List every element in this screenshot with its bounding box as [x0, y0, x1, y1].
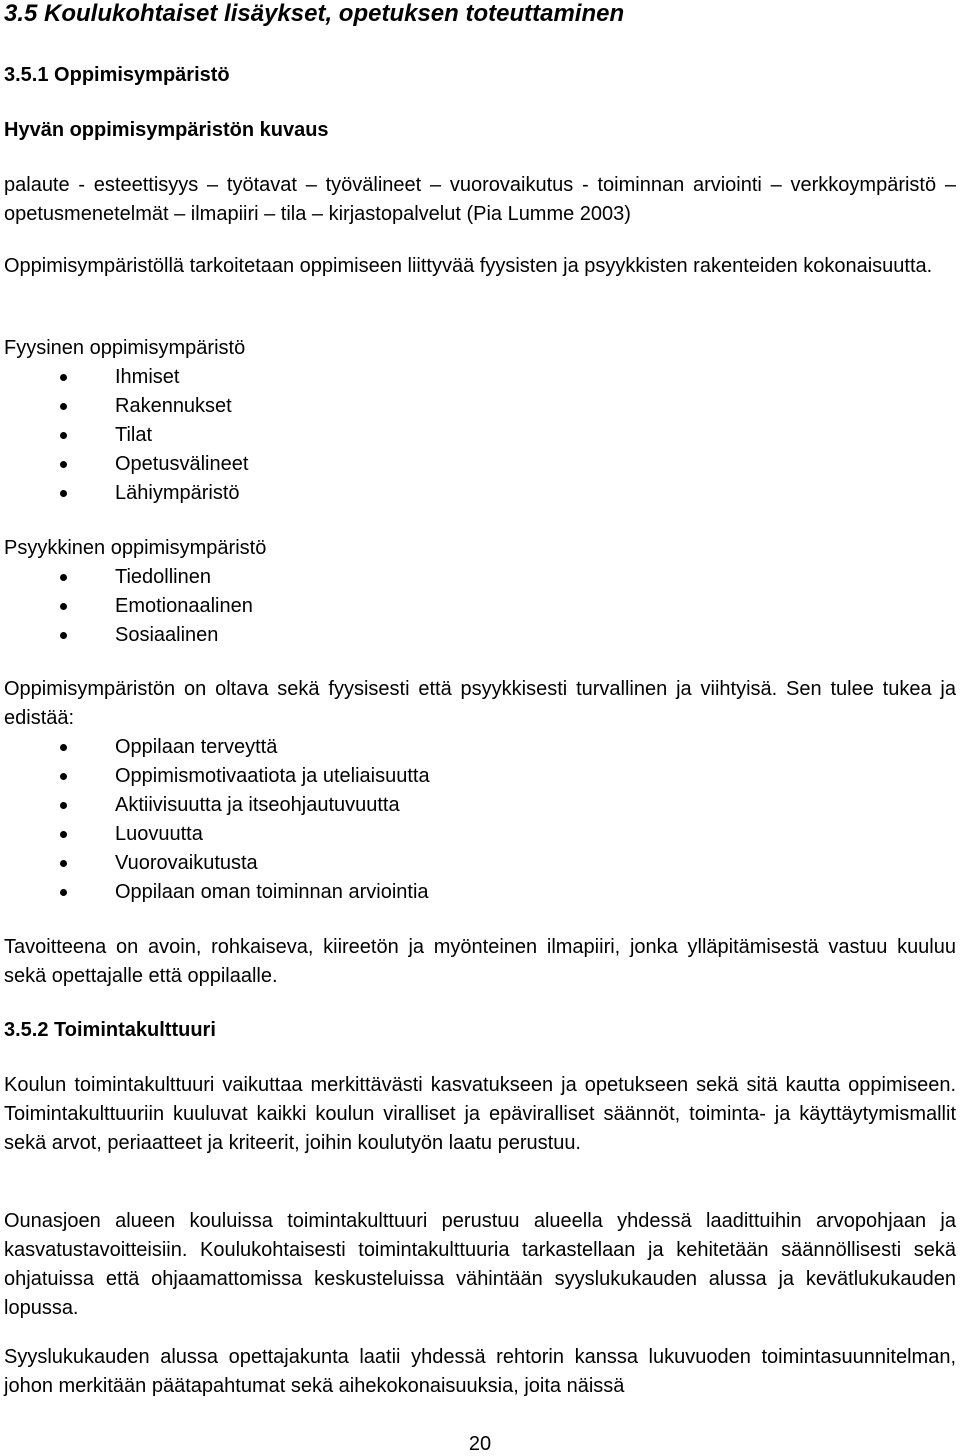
section-title: 3.5 Koulukohtaiset lisäykset, opetuksen toteuttaminen — [4, 0, 625, 27]
psychological-environment-list — [4, 563, 253, 650]
list-item: Tiedollinen — [4, 563, 253, 592]
list-item: Sosiaalinen — [4, 621, 253, 650]
subsection-title-oppimisymparisto: 3.5.1 Oppimisympäristö — [4, 64, 230, 86]
requirement-paragraph: Oppimisympäristön on oltava sekä fyysisesti että psyykkisesti turvallinen ja viihtyisä. Sen tulee tukea ja edistää: — [4, 678, 956, 729]
psychological-environment-label: Psyykkinen oppimisympäristö — [4, 537, 267, 559]
list-item: Lähiympäristö — [4, 479, 248, 508]
keywords-paragraph: palaute - esteettisyys – työtavat – työvälineet – vuorovaikutus - toiminnan arviointi – verkkoympäristö – opetusmenetelmät – ilmapiiri – tila – kirjastopalvelut (Pia Lumme 2003) — [4, 174, 956, 225]
culture-paragraph-1: Koulun toimintakulttuuri vaikuttaa merkittävästi kasvatukseen ja opetukseen sekä sitä kautta oppimiseen. Toimintakulttuuriin kuuluvat kaikki koulun viralliset ja epäviralliset säännöt, toiminta- ja käyttäytymismallit sekä arvot, periaatteet ja kriteerit, joihin koulutyön laatu perustuu. — [4, 1074, 956, 1154]
list-item: Luovuutta — [4, 820, 430, 849]
heading-good-environment: Hyvän oppimisympäristön kuvaus — [4, 119, 329, 141]
list-item: Tilat — [4, 421, 248, 450]
subsection-title-toimintakulttuuri: 3.5.2 Toimintakulttuuri — [4, 1019, 216, 1041]
culture-paragraph-2: Ounasjoen alueen kouluissa toimintakulttuuri perustuu alueella yhdessä laadittuihin arvopohjaan ja kasvatustavoitteisiin. Koulukohtaisesti toimintakulttuuria tarkastellaan ja kehitetään säännöllisesti sekä ohjatuissa että ohjaamattomissa keskusteluissa vähintään syyslukukauden alussa ja kevätlukukauden lopussa. — [4, 1210, 956, 1319]
list-item: Emotionaalinen — [4, 592, 253, 621]
support-list — [4, 733, 430, 907]
list-item: Vuorovaikutusta — [4, 849, 430, 878]
list-item: Oppimismotivaatiota ja uteliaisuutta — [4, 762, 430, 791]
list-item: Oppilaan oman toiminnan arviointia — [4, 878, 430, 907]
physical-environment-label: Fyysinen oppimisympäristö — [4, 337, 246, 359]
physical-environment-list — [4, 363, 248, 508]
list-item: Oppilaan terveyttä — [4, 733, 430, 762]
page-number: 20 — [468, 1433, 492, 1455]
culture-paragraph-3: Syyslukukauden alussa opettajakunta laatii yhdessä rehtorin kanssa lukuvuoden toimintasuunnitelman, johon merkitään päätapahtumat sekä aihekokonaisuuksia, joita näissä — [4, 1346, 956, 1397]
list-item: Aktiivisuutta ja itseohjautuvuutta — [4, 791, 430, 820]
list-item: Opetusvälineet — [4, 450, 248, 479]
definition-paragraph: Oppimisympäristöllä tarkoitetaan oppimiseen liittyvää fyysisten ja psyykkisten rakenteiden kokonaisuutta. — [4, 255, 933, 277]
list-item: Rakennukset — [4, 392, 248, 421]
goal-paragraph: Tavoitteena on avoin, rohkaiseva, kiireetön ja myönteinen ilmapiiri, jonka ylläpitämisestä vastuu kuuluu sekä opettajalle että oppilaalle. — [4, 936, 956, 987]
list-item: Ihmiset — [4, 363, 248, 392]
